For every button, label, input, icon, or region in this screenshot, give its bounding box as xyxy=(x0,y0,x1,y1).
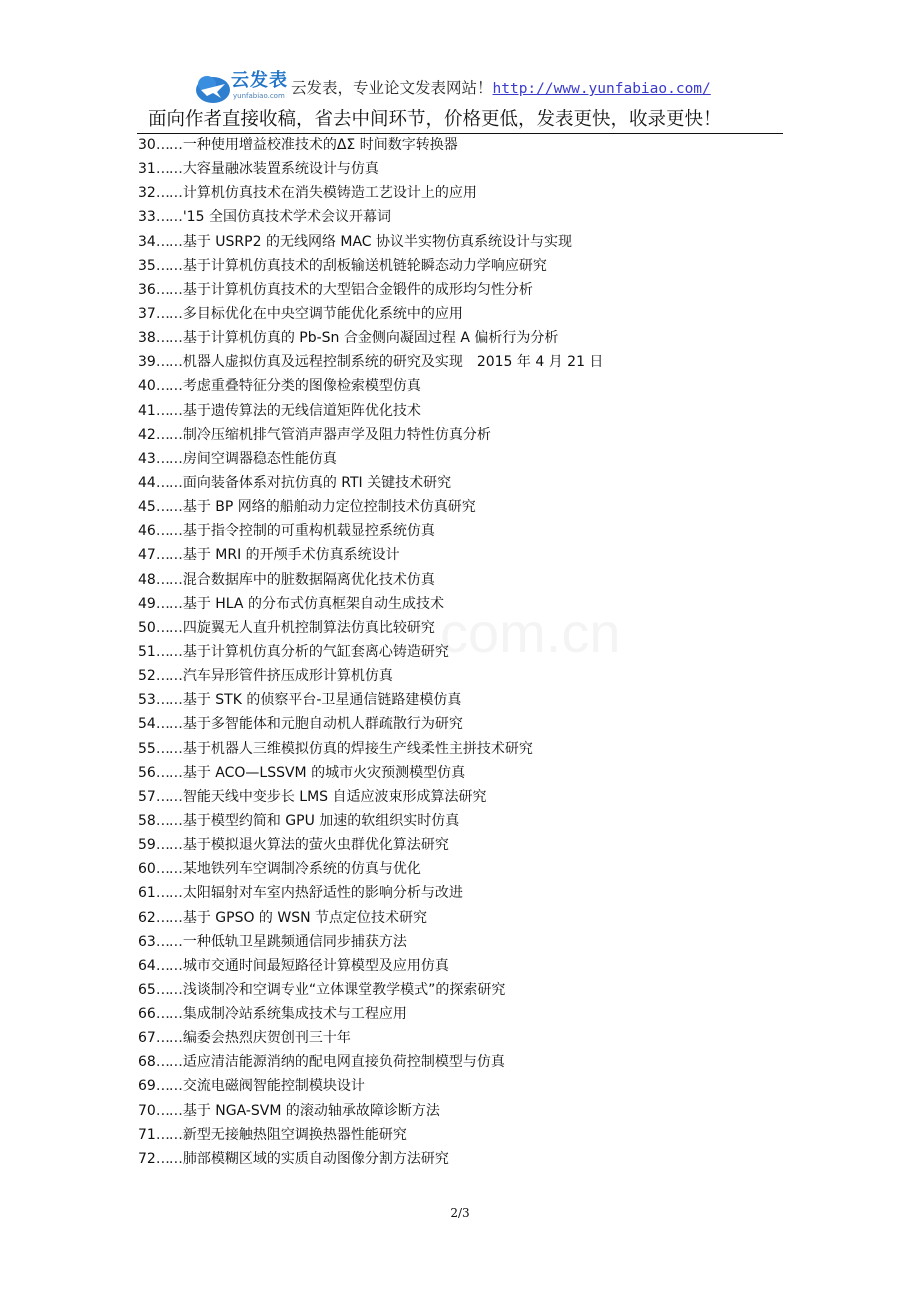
site-url-link[interactable]: http://www.yunfabiao.com/ xyxy=(492,81,711,97)
page-number: 2/3 xyxy=(450,1206,470,1220)
item-leader-dots: …… xyxy=(155,885,182,902)
item-number: 56 xyxy=(138,764,156,781)
item-title: 交流电磁阀智能控制模块设计 xyxy=(182,1078,365,1095)
item-number: 59 xyxy=(138,837,156,854)
item-title: 基于多智能体和元胞自动机人群疏散行为研究 xyxy=(182,716,463,733)
item-title: '15 全国仿真技术学术会议开幕词 xyxy=(182,209,391,226)
list-item xyxy=(138,181,603,205)
item-title: 基于计算机仿真分析的气缸套离心铸造研究 xyxy=(182,643,449,660)
item-leader-dots: …… xyxy=(155,1030,182,1047)
item-leader-dots: …… xyxy=(155,716,182,733)
item-leader-dots: …… xyxy=(155,595,182,612)
item-title: 考虑重叠特征分类的图像检索模型仿真 xyxy=(182,378,421,395)
item-number: 70 xyxy=(138,1102,156,1119)
list-item xyxy=(138,664,603,688)
item-number: 72 xyxy=(138,1150,156,1167)
list-item xyxy=(138,930,603,954)
item-leader-dots: …… xyxy=(155,474,182,491)
list-item xyxy=(138,616,603,640)
item-title: 计算机仿真技术在消失模铸造工艺设计上的应用 xyxy=(182,185,477,202)
list-item xyxy=(138,906,603,930)
list-item xyxy=(138,254,603,278)
list-item xyxy=(138,133,603,157)
item-number: 36 xyxy=(138,281,156,298)
list-item xyxy=(138,374,603,398)
item-leader-dots: …… xyxy=(155,305,182,322)
item-leader-dots: …… xyxy=(155,933,182,950)
item-leader-dots: …… xyxy=(155,547,182,564)
item-number: 30 xyxy=(138,137,156,153)
item-title: 基于 NGA-SVM 的滚动轴承故障诊断方法 xyxy=(182,1102,440,1119)
item-number: 69 xyxy=(138,1078,156,1095)
item-title: 大容量融冰装置系统设计与仿真 xyxy=(182,161,379,178)
item-title: 机器人虚拟仿真及远程控制系统的研究及实现 2015 年 4 月 21 日 xyxy=(182,354,604,371)
item-number: 49 xyxy=(138,595,156,612)
list-item xyxy=(138,833,603,857)
item-leader-dots: …… xyxy=(155,981,182,998)
list-item xyxy=(138,809,603,833)
list-item xyxy=(138,688,603,712)
item-leader-dots: …… xyxy=(155,909,182,926)
item-number: 31 xyxy=(138,161,156,178)
item-leader-dots: …… xyxy=(155,185,182,202)
item-title: 房间空调器稳态性能仿真 xyxy=(182,450,337,467)
item-number: 62 xyxy=(138,909,156,926)
item-number: 41 xyxy=(138,402,156,419)
item-leader-dots: …… xyxy=(155,137,182,153)
list-item xyxy=(138,447,603,471)
item-number: 64 xyxy=(138,957,156,974)
item-number: 57 xyxy=(138,788,156,805)
list-item xyxy=(138,1147,603,1171)
item-leader-dots: …… xyxy=(155,957,182,974)
item-number: 39 xyxy=(138,354,156,371)
list-item xyxy=(138,302,603,326)
item-leader-dots: …… xyxy=(155,1102,182,1119)
list-item xyxy=(138,495,603,519)
list-item xyxy=(138,157,603,181)
item-leader-dots: …… xyxy=(155,330,182,347)
item-title: 制冷压缩机排气管消声器声学及阻力特性仿真分析 xyxy=(182,426,491,443)
item-number: 55 xyxy=(138,740,156,757)
item-leader-dots: …… xyxy=(155,354,182,371)
item-number: 48 xyxy=(138,571,156,588)
item-leader-dots: …… xyxy=(155,281,182,298)
list-item xyxy=(138,1050,603,1074)
item-number: 52 xyxy=(138,668,156,685)
item-number: 40 xyxy=(138,378,156,395)
item-title: 基于 GPSO 的 WSN 节点定位技术研究 xyxy=(182,909,428,926)
item-number: 33 xyxy=(138,209,156,226)
item-number: 34 xyxy=(138,233,156,250)
page-header xyxy=(0,68,920,108)
item-title: 编委会热烈庆贺创刊三十年 xyxy=(182,1030,351,1047)
item-title: 浅谈制冷和空调专业“立体课堂教学模式”的探索研究 xyxy=(182,981,506,998)
list-item xyxy=(138,519,603,543)
item-leader-dots: …… xyxy=(155,788,182,805)
item-title: 集成制冷站系统集成技术与工程应用 xyxy=(182,1006,407,1023)
list-item xyxy=(138,857,603,881)
item-title: 多目标优化在中央空调节能优化系统中的应用 xyxy=(182,305,463,322)
list-item xyxy=(138,761,603,785)
item-title: 肺部模糊区域的实质自动图像分割方法研究 xyxy=(182,1150,449,1167)
item-number: 32 xyxy=(138,185,156,202)
tagline-text: 云发表，专业论文发表网站！ xyxy=(291,79,493,97)
list-item xyxy=(138,423,603,447)
item-title: 基于指令控制的可重构机载显控系统仿真 xyxy=(182,523,435,540)
list-item xyxy=(138,640,603,664)
list-item xyxy=(138,1099,603,1123)
item-number: 71 xyxy=(138,1126,156,1143)
list-item xyxy=(138,712,603,736)
item-leader-dots: …… xyxy=(155,740,182,757)
item-leader-dots: …… xyxy=(155,499,182,516)
item-leader-dots: …… xyxy=(155,668,182,685)
item-number: 51 xyxy=(138,643,156,660)
list-item xyxy=(138,737,603,761)
item-leader-dots: …… xyxy=(155,378,182,395)
list-item xyxy=(138,278,603,302)
item-number: 58 xyxy=(138,812,156,829)
item-title: 一种使用增益校准技术的ΔΣ 时间数字转换器 xyxy=(182,137,458,153)
header-slogan: 面向作者直接收稿，省去中间环节，价格更低，发表更快，收录更快！ xyxy=(148,109,722,130)
item-leader-dots: …… xyxy=(155,764,182,781)
item-number: 44 xyxy=(138,474,156,491)
item-title: 基于模型约简和 GPU 加速的软组织实时仿真 xyxy=(182,812,460,829)
list-item xyxy=(138,978,603,1002)
list-item xyxy=(138,1002,603,1026)
item-leader-dots: …… xyxy=(155,837,182,854)
item-number: 53 xyxy=(138,692,156,709)
item-title: 智能天线中变步长 LMS 自适应波束形成算法研究 xyxy=(182,788,487,805)
item-title: 基于 HLA 的分布式仿真框架自动生成技术 xyxy=(182,595,444,612)
item-title: 城市交通时间最短路径计算模型及应用仿真 xyxy=(182,957,449,974)
item-title: 基于 USRP2 的无线网络 MAC 协议半实物仿真系统设计与实现 xyxy=(182,233,573,250)
item-title: 基于 STK 的侦察平台-卫星通信链路建模仿真 xyxy=(182,692,462,709)
item-leader-dots: …… xyxy=(155,692,182,709)
item-leader-dots: …… xyxy=(155,1006,182,1023)
header-tagline xyxy=(291,76,711,98)
item-leader-dots: …… xyxy=(155,523,182,540)
item-number: 47 xyxy=(138,547,156,564)
list-item xyxy=(138,543,603,567)
item-title: 某地铁列车空调制冷系统的仿真与优化 xyxy=(182,861,421,878)
item-number: 61 xyxy=(138,885,156,902)
item-number: 65 xyxy=(138,981,156,998)
list-item xyxy=(138,230,603,254)
list-item xyxy=(138,592,603,616)
item-title: 基于计算机仿真技术的刮板输送机链轮瞬态动力学响应研究 xyxy=(182,257,547,274)
item-number: 60 xyxy=(138,861,156,878)
item-leader-dots: …… xyxy=(155,450,182,467)
article-list xyxy=(138,133,603,1171)
list-item xyxy=(138,881,603,905)
item-leader-dots: …… xyxy=(155,402,182,419)
item-number: 38 xyxy=(138,330,156,347)
item-title: 基于机器人三维模拟仿真的焊接生产线柔性主拼技术研究 xyxy=(182,740,533,757)
item-title: 基于 BP 网络的船舶动力定位控制技术仿真研究 xyxy=(182,499,476,516)
item-title: 基于遗传算法的无线信道矩阵优化技术 xyxy=(182,402,421,419)
list-item xyxy=(138,1074,603,1098)
item-leader-dots: …… xyxy=(155,233,182,250)
item-leader-dots: …… xyxy=(155,257,182,274)
item-leader-dots: …… xyxy=(155,861,182,878)
item-title: 面向装备体系对抗仿真的 RTI 关键技术研究 xyxy=(182,474,452,491)
list-item xyxy=(138,350,603,374)
yunfabiao-logo[interactable] xyxy=(195,70,290,106)
item-title: 太阳辐射对车室内热舒适性的影响分析与改进 xyxy=(182,885,463,902)
list-item xyxy=(138,399,603,423)
cloud-plane-icon xyxy=(195,70,231,106)
item-number: 63 xyxy=(138,933,156,950)
item-leader-dots: …… xyxy=(155,426,182,443)
item-leader-dots: …… xyxy=(155,571,182,588)
item-title: 新型无接触热阻空调换热器性能研究 xyxy=(182,1126,407,1143)
item-number: 54 xyxy=(138,716,156,733)
list-item xyxy=(138,1123,603,1147)
item-number: 46 xyxy=(138,523,156,540)
item-title: 基于计算机仿真的 Pb-Sn 合金侧向凝固过程 A 偏析行为分析 xyxy=(182,330,559,347)
item-title: 四旋翼无人直升机控制算法仿真比较研究 xyxy=(182,619,435,636)
list-item xyxy=(138,568,603,592)
item-number: 37 xyxy=(138,305,156,322)
item-number: 66 xyxy=(138,1006,156,1023)
item-number: 43 xyxy=(138,450,156,467)
list-item xyxy=(138,205,603,229)
item-title: 基于 MRI 的开颅手术仿真系统设计 xyxy=(182,547,400,564)
item-title: 基于 ACO—LSSVM 的城市火灾预测模型仿真 xyxy=(182,764,466,781)
item-number: 35 xyxy=(138,257,156,274)
item-number: 42 xyxy=(138,426,156,443)
item-title: 汽车异形管件挤压成形计算机仿真 xyxy=(182,668,393,685)
item-leader-dots: …… xyxy=(155,643,182,660)
list-item xyxy=(138,954,603,978)
item-leader-dots: …… xyxy=(155,619,182,636)
item-number: 68 xyxy=(138,1054,156,1071)
item-leader-dots: …… xyxy=(155,812,182,829)
list-item xyxy=(138,471,603,495)
item-leader-dots: …… xyxy=(155,1078,182,1095)
item-title: 混合数据库中的脏数据隔离优化技术仿真 xyxy=(182,571,435,588)
item-leader-dots: …… xyxy=(155,209,182,226)
item-leader-dots: …… xyxy=(155,1054,182,1071)
item-number: 50 xyxy=(138,619,156,636)
item-number: 45 xyxy=(138,499,156,516)
logo-domain: yunfabiao.com xyxy=(233,92,285,100)
item-leader-dots: …… xyxy=(155,161,182,178)
item-number: 67 xyxy=(138,1030,156,1047)
list-item xyxy=(138,785,603,809)
item-title: 基于计算机仿真技术的大型铝合金锻件的成形均匀性分析 xyxy=(182,281,533,298)
item-leader-dots: …… xyxy=(155,1150,182,1167)
list-item xyxy=(138,1026,603,1050)
item-title: 一种低轨卫星跳频通信同步捕获方法 xyxy=(182,933,407,950)
list-item xyxy=(138,326,603,350)
item-title: 基于模拟退火算法的萤火虫群优化算法研究 xyxy=(182,837,449,854)
item-title: 适应清洁能源消纳的配电网直接负荷控制模型与仿真 xyxy=(182,1054,505,1071)
item-leader-dots: …… xyxy=(155,1126,182,1143)
logo-wordmark: 云发表 xyxy=(231,70,288,91)
